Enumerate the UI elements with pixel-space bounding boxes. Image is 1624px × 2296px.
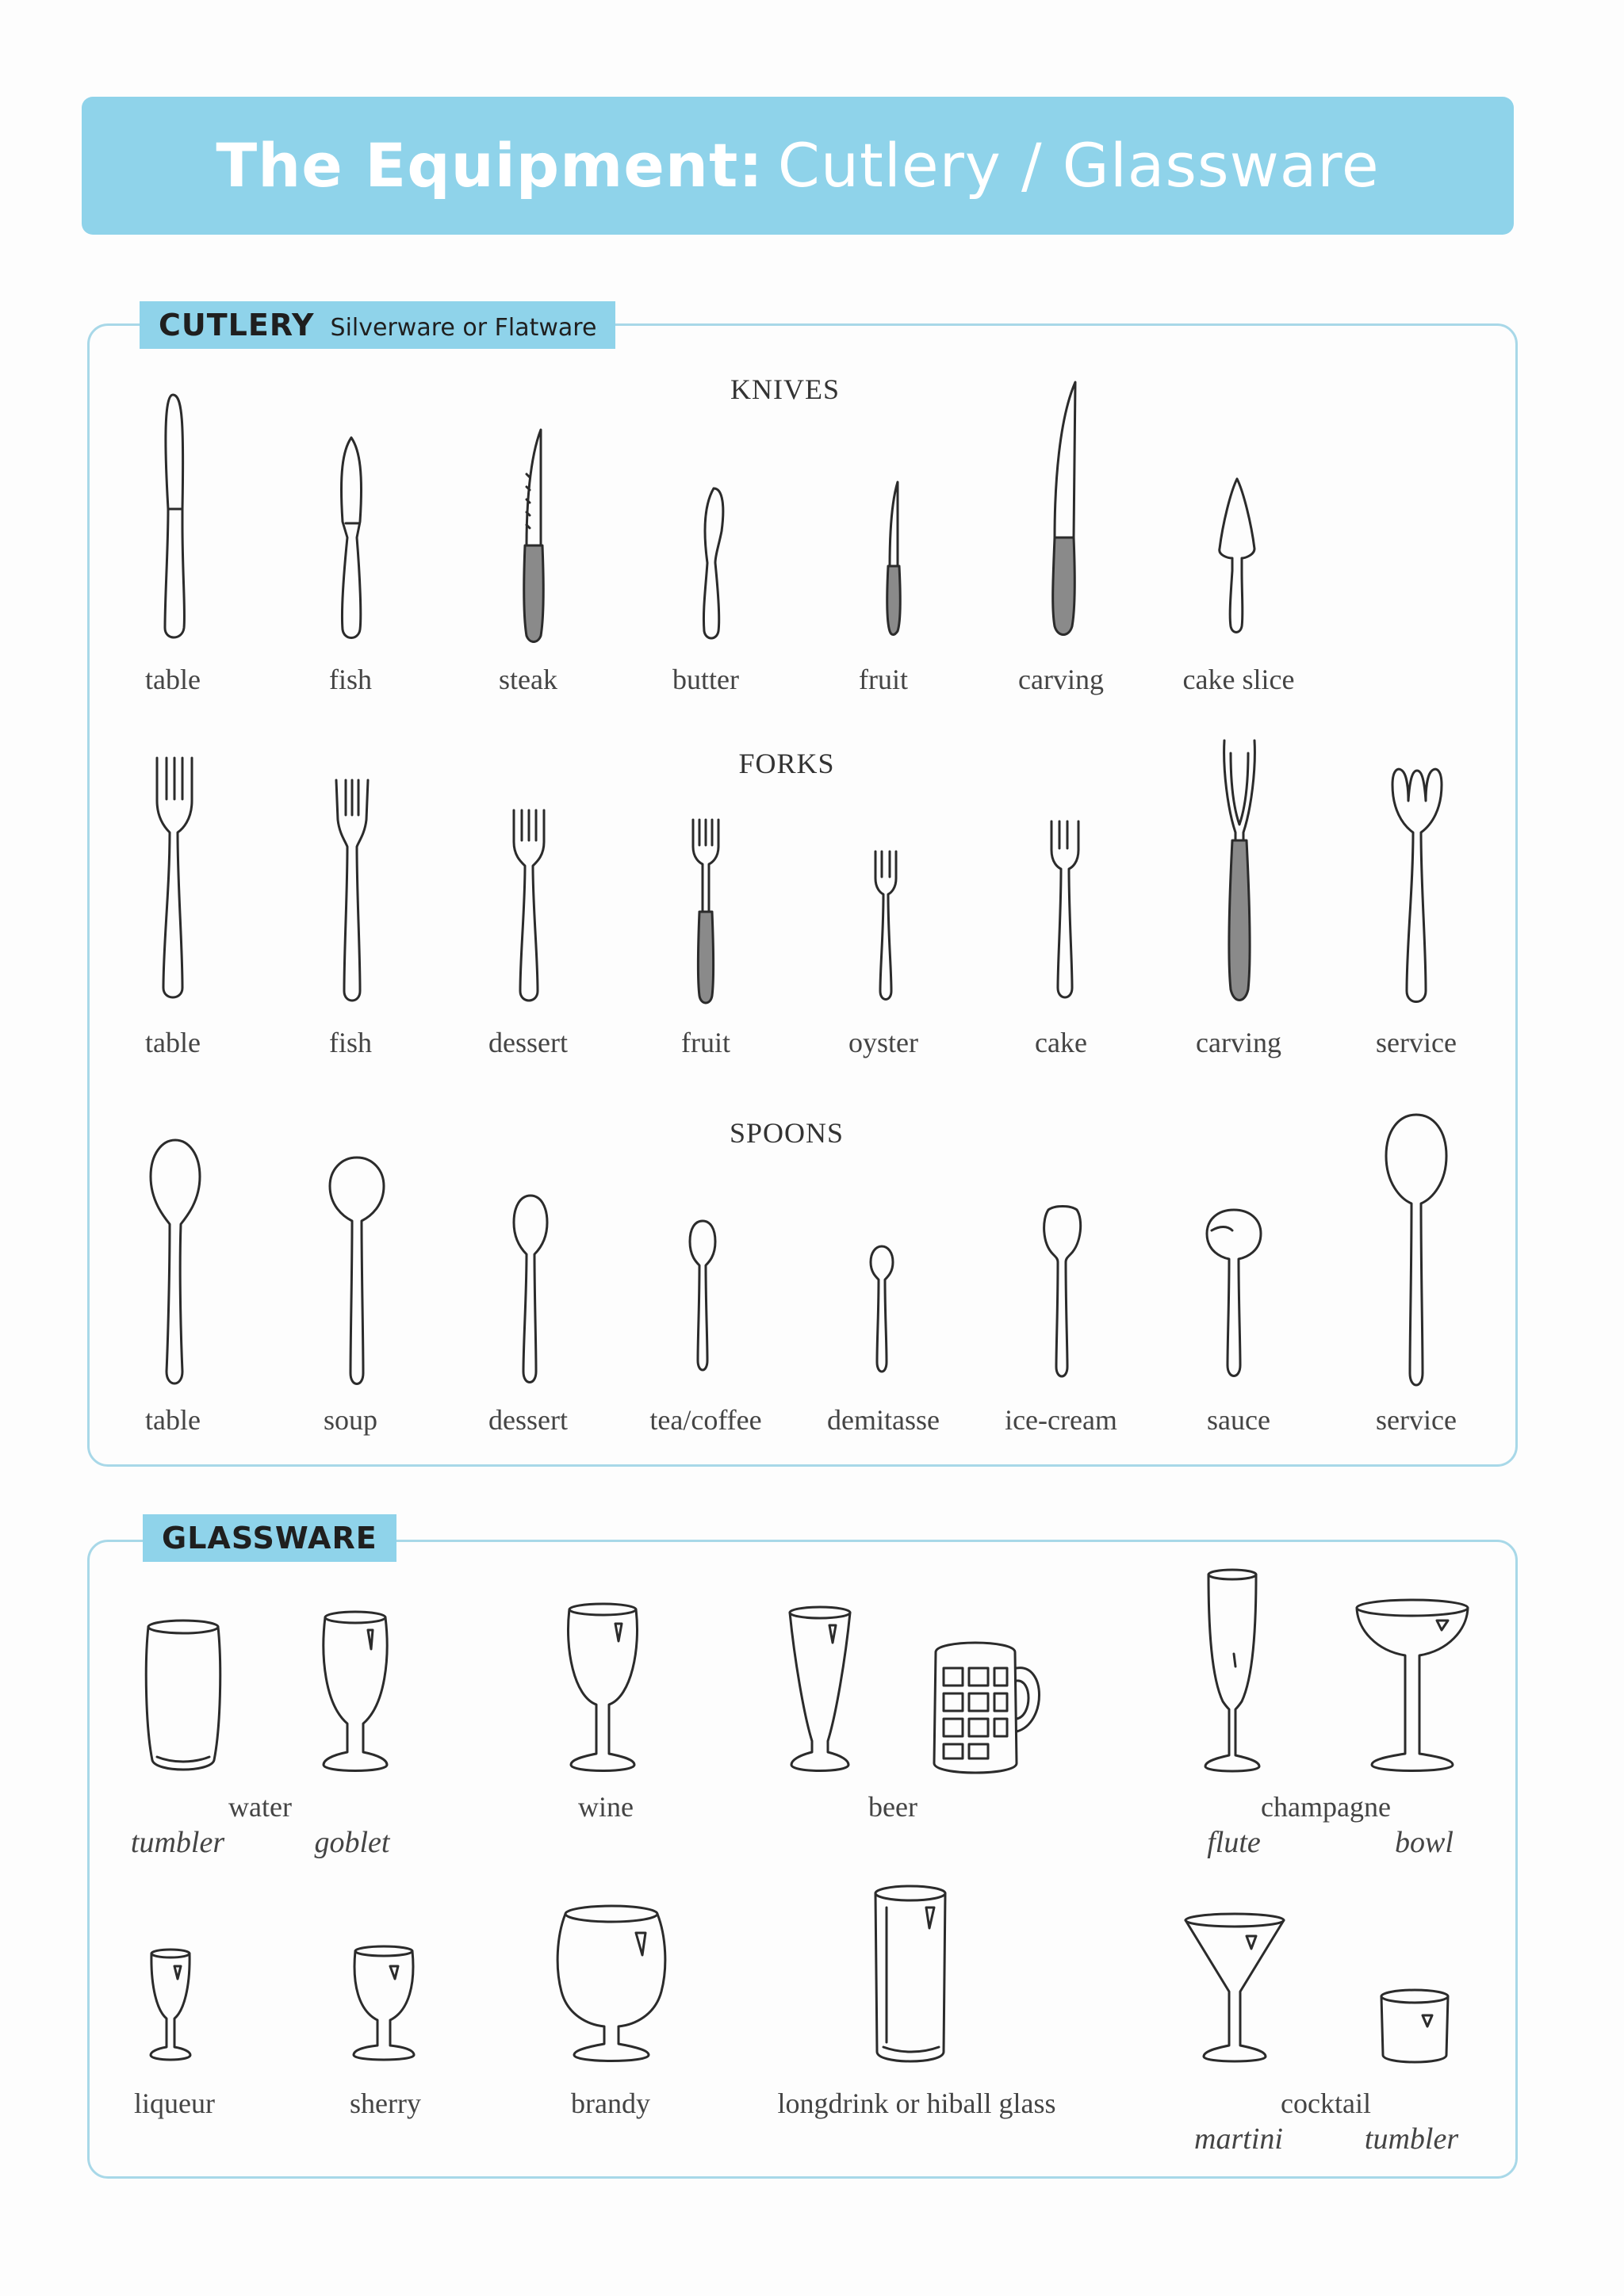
ice-cream-spoon-icon — [1039, 1203, 1086, 1384]
beer-mug-icon — [928, 1636, 1055, 1779]
page-title-light: Cutlery / Glassware — [777, 130, 1380, 201]
champagne-bowl-icon — [1353, 1598, 1472, 1777]
sauce-spoon-icon — [1204, 1207, 1264, 1384]
service-spoon-icon — [1383, 1112, 1450, 1394]
demitasse-spoon-icon — [868, 1243, 896, 1380]
page-title-bold: The Equipment: — [216, 130, 764, 201]
cake-slice-knife-icon — [1213, 476, 1261, 637]
cutlery-panel — [87, 323, 1518, 1467]
glass-type-tumbler: tumbler — [130, 1826, 225, 1859]
dessert-spoon-icon — [511, 1192, 550, 1392]
cocktail-tumbler-icon — [1377, 1988, 1453, 2068]
glass-label-cocktail: cocktail — [1281, 2087, 1371, 2119]
spoons-heading: SPOONS — [729, 1117, 845, 1149]
water-goblet-icon — [316, 1609, 395, 1777]
spoon-label-soup: soup — [323, 1404, 377, 1436]
cake-fork-icon — [1048, 818, 1080, 1005]
glass-type-goblet: goblet — [314, 1826, 390, 1859]
knives-heading: KNIVES — [730, 373, 840, 405]
fork-label-service: service — [1376, 1027, 1457, 1058]
oyster-fork-icon — [869, 848, 901, 1007]
glass-label-champagne: champagne — [1261, 1791, 1391, 1823]
knife-label-steak: steak — [499, 664, 557, 695]
fruit-fork-icon — [690, 817, 722, 1008]
butter-knife-icon — [695, 484, 730, 642]
knife-label-carving: carving — [1018, 664, 1104, 695]
fork-label-fruit: fruit — [681, 1027, 730, 1058]
page-title — [82, 97, 1514, 235]
knife-label-table: table — [145, 664, 201, 695]
longdrink-glass-icon — [869, 1884, 952, 2068]
spoon-label-ice-cream: ice-cream — [1005, 1404, 1117, 1436]
knife-label-fish: fish — [329, 664, 372, 695]
glass-label-wine: wine — [578, 1791, 634, 1823]
soup-spoon-icon — [327, 1154, 387, 1392]
fish-fork-icon — [331, 775, 373, 1008]
glass-type-martini: martini — [1194, 2122, 1283, 2156]
fork-label-fish: fish — [329, 1027, 372, 1058]
glass-label-brandy: brandy — [571, 2087, 650, 2119]
glass-type-bowl: bowl — [1395, 1826, 1454, 1859]
steak-knife-icon — [514, 427, 553, 645]
champagne-flute-icon — [1199, 1567, 1266, 1777]
dessert-fork-icon — [509, 806, 549, 1008]
knife-label-butter: butter — [672, 664, 739, 695]
spoon-label-dessert: dessert — [488, 1404, 568, 1436]
spoon-label-tea-coffee: tea/coffee — [649, 1404, 762, 1436]
water-tumbler-icon — [141, 1617, 225, 1776]
tea-coffee-spoon-icon — [687, 1218, 718, 1380]
glass-label-liqueur: liqueur — [134, 2087, 215, 2119]
fork-label-cake: cake — [1035, 1027, 1087, 1058]
knife-label-cake-slice: cake slice — [1182, 664, 1295, 695]
glass-label-water: water — [228, 1791, 292, 1823]
cutlery-tab-subtitle: Silverware or Flatware — [330, 314, 597, 342]
spoon-label-table: table — [145, 1404, 201, 1436]
fork-label-oyster: oyster — [848, 1027, 918, 1058]
fork-label-carving: carving — [1196, 1027, 1281, 1058]
glass-type-cocktail-tumbler: tumbler — [1364, 2122, 1459, 2156]
fork-label-table: table — [145, 1027, 201, 1058]
cutlery-tab-title: CUTLERY — [159, 308, 315, 342]
cutlery-tab — [140, 301, 615, 349]
liqueur-glass-icon — [146, 1947, 195, 2064]
martini-glass-icon — [1182, 1912, 1288, 2068]
glass-type-flute: flute — [1207, 1826, 1261, 1859]
glass-label-sherry: sherry — [350, 2087, 421, 2119]
glassware-tab — [143, 1514, 396, 1562]
forks-heading: FORKS — [738, 748, 835, 779]
spoon-label-demitasse: demitasse — [827, 1404, 940, 1436]
sherry-glass-icon — [346, 1944, 422, 2066]
fruit-knife-icon — [880, 479, 909, 637]
carving-knife-icon — [1044, 379, 1083, 641]
brandy-snifter-icon — [553, 1904, 669, 2068]
glassware-tab-title: GLASSWARE — [162, 1521, 377, 1556]
knife-label-fruit: fruit — [859, 664, 908, 695]
fish-knife-icon — [331, 434, 371, 644]
wine-glass-icon — [561, 1601, 644, 1777]
glass-label-beer: beer — [868, 1791, 917, 1823]
glass-label-longdrink: longdrink or hiball glass — [777, 2087, 1056, 2119]
table-fork-icon — [151, 753, 198, 1007]
fork-label-dessert: dessert — [488, 1027, 568, 1058]
table-knife-icon — [151, 390, 198, 644]
service-fork-icon — [1389, 761, 1445, 1008]
table-spoon-icon — [147, 1137, 203, 1392]
spoon-label-sauce: sauce — [1207, 1404, 1270, 1436]
beer-pilsner-icon — [783, 1605, 856, 1779]
carving-fork-icon — [1220, 737, 1259, 1008]
spoon-label-service: service — [1376, 1404, 1457, 1436]
